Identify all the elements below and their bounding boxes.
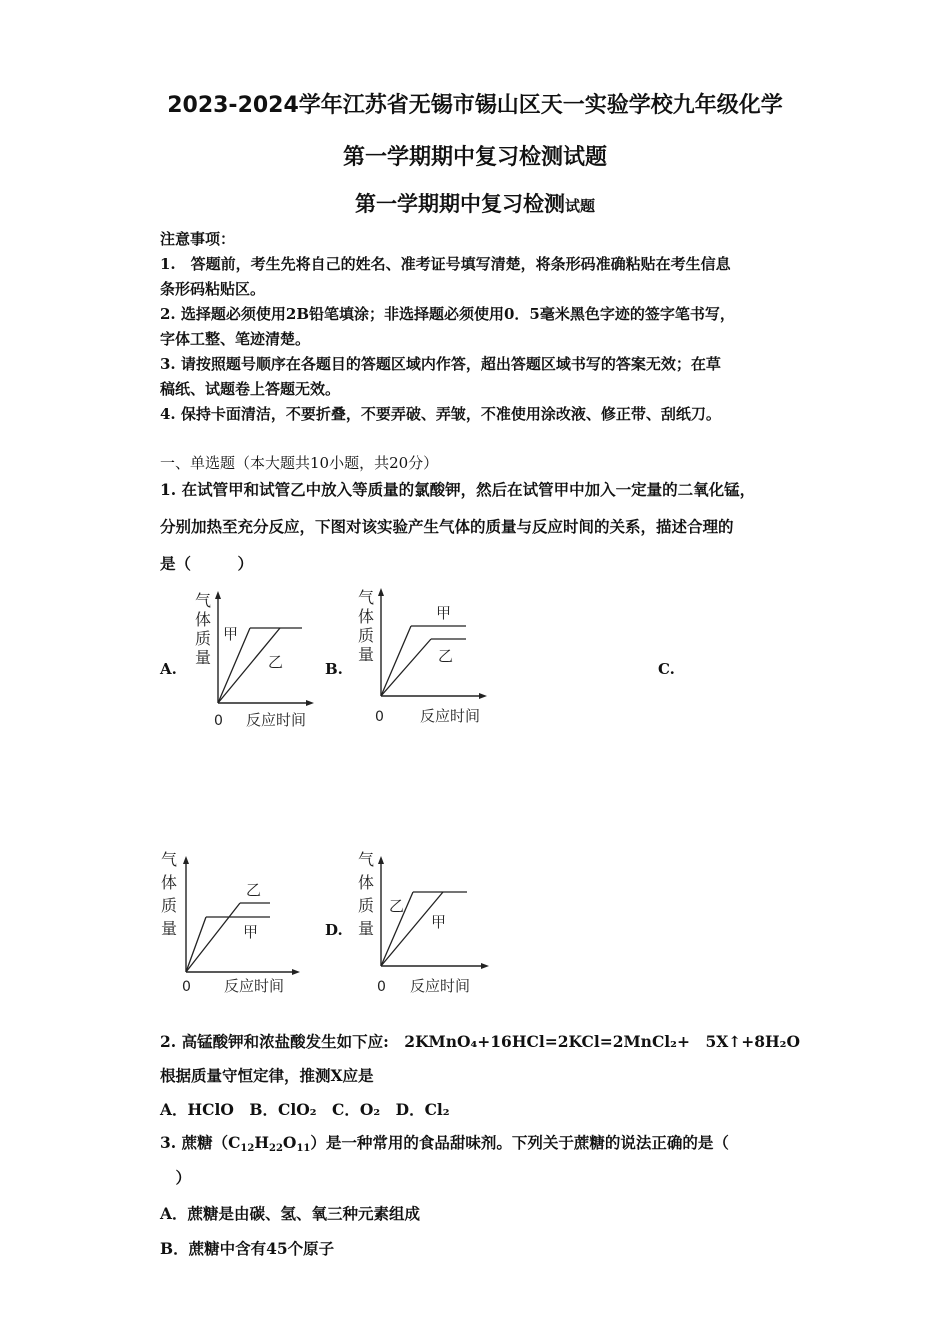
origin-label: 0 <box>182 979 191 995</box>
notice-item: 4. 保持卡面清洁，不要折叠，不要弄破、弄皱，不准使用涂改液、修正带、刮纸刀。 <box>160 405 721 423</box>
q1-line-2: 分别加热至充分反应，下图对该实验产生气体的质量与反应时间的关系，描述合理的 <box>160 517 734 536</box>
graph-a <box>190 585 330 735</box>
axis-y-char: 质 <box>161 896 178 915</box>
series-label-yi: 乙 <box>438 647 454 665</box>
section-heading: 一、单选题（本大题共10小题，共20分） <box>160 454 439 472</box>
title-line-3-main: 第一学期期中复习检测 <box>354 192 565 216</box>
axis-x-label: 反应时间 <box>420 707 481 725</box>
option-d-label: D. <box>325 921 343 939</box>
title-line-1: 2023-2024学年江苏省无锡市锡山区天一实验学校九年级化学 <box>167 93 783 118</box>
axis-x-label: 反应时间 <box>224 977 285 995</box>
axis-y-char: 体 <box>358 873 375 892</box>
q2-options: A．HClO B．ClO₂ C．O₂ D．Cl₂ <box>160 1100 450 1119</box>
notice-item: 稿纸、试题卷上答题无效。 <box>160 380 341 398</box>
axis-y-char: 量 <box>195 648 212 667</box>
axis-x-label: 反应时间 <box>410 977 471 995</box>
series-label-jia: 甲 <box>223 625 239 643</box>
axis-y-char: 气 <box>161 850 178 869</box>
axis-y-char: 量 <box>161 919 178 938</box>
q3-sub-h: 22 <box>269 1143 283 1154</box>
q3-text-o: O <box>282 1133 297 1152</box>
notice-item: 3. 请按照题号顺序在各题目的答题区域内作答，超出答题区域书写的答案无效；在草 <box>160 355 721 373</box>
notice-item: 1. 答题前，考生先将自己的姓名、准考证号填写清楚，将条形码准确粘贴在考生信息 <box>160 255 731 273</box>
origin-label: 0 <box>377 979 386 995</box>
q2-line-1: 2. 高锰酸钾和浓盐酸发生如下应: 2KMnO₄+16HCl=2KCl=2MnCl₂+ 5X↑+8H₂O <box>160 1032 800 1051</box>
q1-line-1: 1. 在试管甲和试管乙中放入等质量的氯酸钾，然后在试管甲中加入一定量的二氧化锰， <box>160 480 756 499</box>
axis-x-label: 反应时间 <box>246 711 307 729</box>
axis-y-char: 气 <box>358 850 375 869</box>
axis-y-char: 气 <box>358 588 375 607</box>
axis-y-char: 质 <box>358 626 375 645</box>
q2-line-2: 根据质量守恒定律，推测X应是 <box>160 1066 374 1085</box>
origin-label: 0 <box>214 713 223 729</box>
series-label-yi: 乙 <box>389 897 405 915</box>
notice-heading: 注意事项： <box>160 230 236 248</box>
origin-label: 0 <box>375 709 384 725</box>
title-line-3-small: 试题 <box>564 197 595 215</box>
title-line-2: 第一学期期中复习检测试题 <box>342 145 607 170</box>
series-label-jia: 甲 <box>243 923 259 941</box>
axis-y-char: 质 <box>358 896 375 915</box>
graph-d <box>355 848 505 998</box>
q3-option-a: A．蔗糖是由碳、氢、氧三种元素组成 <box>160 1204 421 1223</box>
axis-y-char: 量 <box>358 645 375 664</box>
title-line-3 <box>0 188 950 218</box>
notice-item: 字体工整、笔迹清楚。 <box>160 330 311 348</box>
graph-b <box>353 582 493 732</box>
q3-line-1 <box>160 1131 729 1154</box>
graph-c <box>158 848 308 998</box>
axis-y-char: 体 <box>161 873 178 892</box>
series-label-jia: 甲 <box>436 604 452 622</box>
option-b-label: B. <box>325 660 343 678</box>
q3-sub-c: 12 <box>240 1143 255 1154</box>
q3-option-b: B．蔗糖中含有45个原子 <box>160 1239 335 1258</box>
axis-y-char: 质 <box>195 629 212 648</box>
q3-text-h: H <box>254 1133 269 1152</box>
series-label-yi: 乙 <box>268 653 284 671</box>
axis-y-char: 体 <box>358 607 375 626</box>
axis-y-char: 量 <box>358 919 375 938</box>
option-c-label: C. <box>658 660 675 678</box>
q3-text-post: ）是一种常用的食品甜味剂。下列关于蔗糖的说法正确的是（ <box>310 1133 729 1152</box>
q3-line-2: ） <box>160 1168 192 1187</box>
q3-sub-o: 11 <box>296 1143 311 1154</box>
series-label-jia: 甲 <box>431 913 447 931</box>
axis-y-char: 体 <box>195 610 212 629</box>
series-label-yi: 乙 <box>246 881 262 899</box>
q1-line-3: 是（ ） <box>160 554 254 573</box>
q3-text-pre: 3. 蔗糖（C <box>160 1133 241 1152</box>
option-a-label: A. <box>160 660 177 678</box>
axis-y-char: 气 <box>195 591 212 610</box>
notice-item: 2. 选择题必须使用2B铅笔填涂；非选择题必须使用0．5毫米黑色字迹的签字笔书写， <box>160 305 735 323</box>
notice-item: 条形码粘贴区。 <box>160 280 266 298</box>
